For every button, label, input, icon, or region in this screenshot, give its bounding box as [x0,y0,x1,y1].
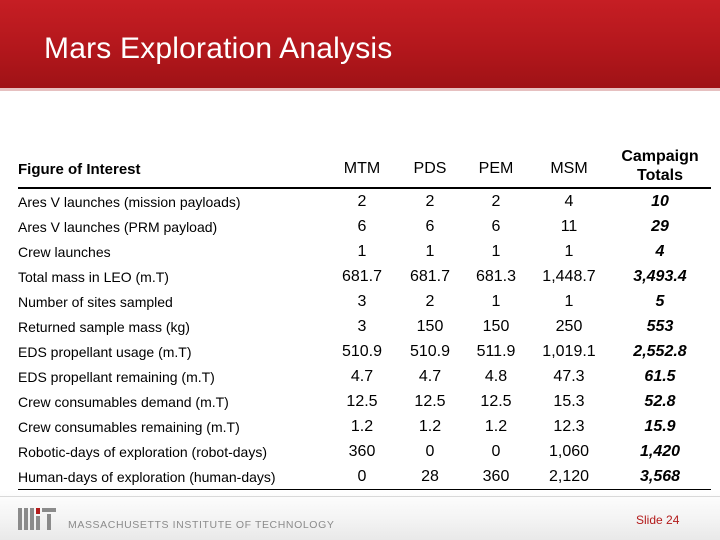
header-pds: PDS [397,132,463,188]
table-header-row [18,132,711,188]
cell-msm: 12.3 [553,417,585,435]
cell-msm: 1 [564,292,574,310]
cell-pem: 12.5 [480,392,512,410]
cell-mtm: 1 [357,242,367,260]
table-row [18,314,711,339]
table-row [18,239,711,264]
row-label: Human-days of exploration (human-days) [18,464,327,490]
table-row [18,339,711,364]
mit-logo [18,508,62,530]
cell-pem: 1 [491,292,501,310]
cell-campaign-total: 15.9 [644,417,676,435]
row-label: EDS propellant usage (m.T) [18,343,192,360]
row-label: Total mass in LEO (m.T) [18,268,169,285]
cell-msm: 47.3 [553,367,585,385]
cell-pem: 1 [491,242,501,260]
cell-campaign-total: 4 [655,242,665,260]
cell-pds: 6 [425,217,435,235]
cell-mtm: 360 [348,442,376,460]
cell-pem: 681.3 [475,267,517,285]
row-label: Crew consumables remaining (m.T) [18,418,240,435]
cell-campaign-total: 52.8 [644,392,676,410]
cell-pem: 0 [491,442,501,460]
institute-wordmark: MASSACHUSETTS INSTITUTE OF TECHNOLOGY [68,519,335,531]
table-row [18,188,711,214]
cell-mtm: 12.5 [346,392,378,410]
row-label: Crew launches [18,243,111,260]
cell-mtm: 1.2 [350,417,374,435]
cell-pem: 150 [482,317,510,335]
header-msm: MSM [529,132,609,188]
header-mtm: MTM [327,132,397,188]
cell-mtm: 681.7 [341,267,383,285]
cell-campaign-total: 1,420 [639,442,681,460]
cell-campaign-total: 3,493.4 [633,267,687,285]
table-row [18,414,711,439]
cell-msm: 250 [555,317,583,335]
cell-pds: 0 [425,442,435,460]
cell-campaign-total: 2,552.8 [633,342,687,360]
table-row [18,264,711,289]
cell-pds: 150 [416,317,444,335]
cell-pds: 28 [397,464,463,490]
cell-campaign-total: 5 [655,292,665,310]
cell-campaign-total: 10 [651,192,669,210]
table-row [18,439,711,464]
cell-pem: 2 [491,192,501,210]
cell-campaign-total: 61.5 [644,367,676,385]
cell-campaign-total: 553 [646,317,674,335]
cell-mtm: 0 [327,464,397,490]
cell-pem: 360 [463,464,529,490]
cell-pds: 1 [425,242,435,260]
cell-pds: 2 [425,292,435,310]
cell-pds: 4.7 [418,367,442,385]
footer-band [0,490,720,540]
data-table [18,132,711,491]
header-figure-of-interest: Figure of Interest [18,132,327,188]
row-label: Robotic-days of exploration (robot-days) [18,443,268,460]
title-divider [0,88,720,91]
header-campaign-line1: Campaign [621,148,699,165]
cell-pem: 4.8 [484,367,508,385]
cell-mtm: 510.9 [341,342,383,360]
table-row [18,364,711,389]
cell-pds: 1.2 [418,417,442,435]
cell-pem: 1.2 [484,417,508,435]
cell-mtm: 3 [357,292,367,310]
cell-mtm: 6 [357,217,367,235]
cell-msm: 1,448.7 [542,267,596,285]
table-row [18,214,711,239]
row-label: Ares V launches (mission payloads) [18,193,241,210]
cell-msm: 1,019.1 [542,342,596,360]
cell-msm: 1,060 [548,442,590,460]
cell-msm: 1 [564,242,574,260]
row-label: Returned sample mass (kg) [18,318,190,335]
cell-msm: 11 [560,217,578,235]
row-label: Crew consumables demand (m.T) [18,393,229,410]
header-campaign-totals [609,132,711,188]
header-pem: PEM [463,132,529,188]
slide-number: Slide 24 [636,513,680,527]
row-label: Number of sites sampled [18,293,173,310]
cell-pem: 511.9 [476,342,516,360]
cell-pem: 6 [491,217,501,235]
table-row [18,389,711,414]
cell-pds: 2 [425,192,435,210]
row-label: EDS propellant remaining (m.T) [18,368,215,385]
cell-msm: 15.3 [553,392,585,410]
cell-mtm: 4.7 [350,367,374,385]
cell-pds: 681.7 [409,267,451,285]
table-row [18,289,711,314]
title-banner [0,0,720,88]
cell-pds: 12.5 [414,392,446,410]
cell-msm: 2,120 [529,464,609,490]
slide-title: Mars Exploration Analysis [44,32,393,65]
cell-msm: 4 [564,192,574,210]
cell-mtm: 2 [357,192,367,210]
cell-mtm: 3 [357,317,367,335]
footer-divider [0,496,720,497]
cell-campaign-total: 29 [651,217,669,235]
table-row [18,464,711,490]
cell-pds: 510.9 [409,342,451,360]
cell-campaign-total: 3,568 [609,464,711,490]
header-campaign-line2: Totals [637,167,683,184]
row-label: Ares V launches (PRM payload) [18,218,218,235]
